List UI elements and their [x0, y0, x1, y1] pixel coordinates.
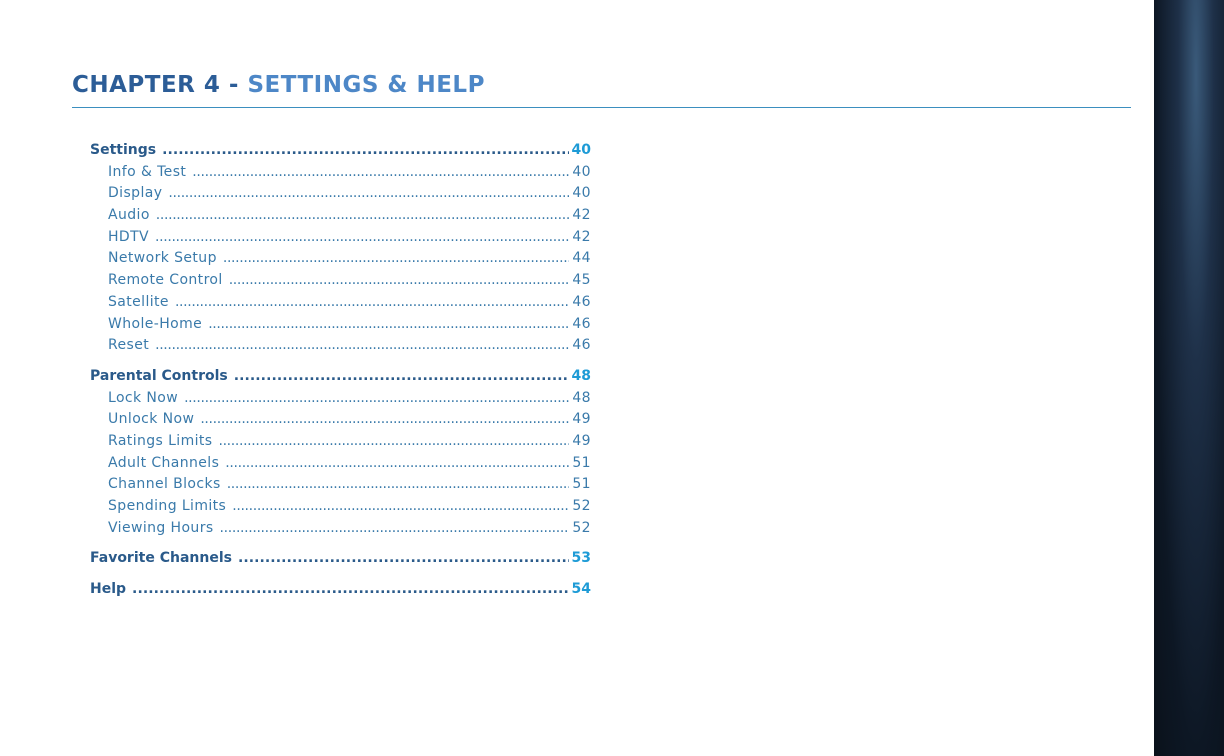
toc-entry-title: Help — [90, 581, 127, 598]
toc-entry-page: 49 — [572, 411, 591, 428]
dot-leader — [156, 207, 570, 223]
toc-entry-title: Favorite Channels — [90, 550, 232, 567]
dot-leader — [155, 229, 569, 245]
toc-entry-title: Reset — [108, 337, 150, 354]
toc-entry-title: Satellite — [108, 293, 169, 310]
toc-entry-page: 40 — [571, 142, 591, 158]
toc-entry-page: 42 — [572, 207, 591, 224]
dot-leader — [168, 185, 569, 201]
toc-entry-title: Parental Controls — [90, 367, 228, 384]
toc-subentry[interactable] — [90, 390, 591, 412]
toc-entry-page: 53 — [571, 550, 591, 567]
dot-leader — [175, 294, 569, 310]
toc-entry-page: 54 — [571, 581, 591, 598]
toc-entry-title: Remote Control — [108, 272, 223, 289]
toc-subentry[interactable] — [90, 316, 591, 338]
toc-entry-help[interactable] — [90, 581, 591, 603]
chapter-number: CHAPTER 4 - — [72, 72, 248, 98]
toc-entry-page: 49 — [572, 432, 591, 449]
decorative-side-panel — [1154, 0, 1224, 756]
toc-entry-favorite-channels[interactable] — [90, 550, 591, 572]
toc-entry-page: 40 — [572, 163, 591, 180]
dot-leader — [227, 476, 570, 492]
toc-entry-title: Ratings Limits — [108, 432, 213, 449]
dot-leader — [223, 250, 570, 266]
toc-entry-parental-controls[interactable] — [90, 368, 591, 390]
toc-subentry[interactable] — [90, 250, 591, 272]
toc-entry-title: Audio — [108, 207, 150, 224]
toc-subentry[interactable] — [90, 164, 591, 186]
toc-subentry[interactable] — [90, 272, 591, 294]
dot-leader — [192, 164, 569, 180]
chapter-title — [72, 70, 485, 100]
chapter-header — [72, 70, 1131, 108]
toc-entry-title: Viewing Hours — [108, 519, 214, 536]
toc-entry-page: 42 — [572, 228, 591, 245]
toc-section-help — [90, 581, 591, 603]
dot-leader — [162, 142, 568, 158]
toc-subentry[interactable] — [90, 520, 591, 542]
toc-subentry[interactable] — [90, 476, 591, 498]
dot-leader — [155, 337, 569, 353]
toc-section-settings — [90, 142, 591, 359]
toc-subentry[interactable] — [90, 185, 591, 207]
dot-leader — [225, 455, 569, 471]
toc-entry-page: 46 — [572, 337, 591, 354]
toc-subentry[interactable] — [90, 455, 591, 477]
dot-leader — [234, 368, 569, 384]
toc-entry-page: 48 — [572, 389, 591, 406]
toc-section-favorite-channels — [90, 550, 591, 572]
toc-entry-title: Display — [108, 185, 163, 202]
toc-entry-page: 48 — [571, 367, 591, 384]
toc-entry-title: Info & Test — [108, 163, 187, 180]
toc-subentry[interactable] — [90, 229, 591, 251]
toc-entry-page: 44 — [572, 250, 591, 267]
toc-subentry[interactable] — [90, 498, 591, 520]
toc-entry-title: Channel Blocks — [108, 476, 221, 493]
toc-entry-page: 51 — [572, 454, 591, 471]
toc-entry-page: 52 — [572, 498, 591, 514]
toc-entry-page: 46 — [572, 315, 591, 332]
toc-subentry[interactable] — [90, 411, 591, 433]
toc-subentry[interactable] — [90, 337, 591, 359]
toc-entry-title: HDTV — [108, 228, 150, 245]
toc-entry-title: Settings — [90, 142, 157, 158]
dot-leader — [238, 550, 569, 566]
toc-entry-title: Spending Limits — [108, 498, 227, 514]
dot-leader — [229, 272, 570, 288]
toc-section-parental-controls — [90, 368, 591, 542]
dot-leader — [232, 498, 569, 514]
toc-entry-page: 46 — [572, 293, 591, 310]
toc-entry-title: Lock Now — [108, 389, 179, 406]
toc-entry-title: Whole-Home — [108, 315, 203, 332]
toc-subentry[interactable] — [90, 294, 591, 316]
dot-leader — [132, 581, 568, 597]
table-of-contents — [90, 142, 591, 612]
toc-entry-title: Unlock Now — [108, 411, 195, 428]
toc-entry-page: 40 — [572, 185, 591, 202]
toc-entry-page: 52 — [572, 519, 591, 536]
toc-entry-settings[interactable] — [90, 142, 591, 164]
toc-entry-title: Adult Channels — [108, 454, 220, 471]
dot-leader — [208, 316, 569, 332]
chapter-name: SETTINGS & HELP — [247, 72, 485, 98]
toc-entry-page: 51 — [572, 476, 591, 493]
dot-leader — [200, 411, 569, 427]
toc-entry-title: Network Setup — [108, 250, 217, 267]
toc-entry-page: 45 — [572, 272, 591, 289]
toc-subentry[interactable] — [90, 433, 591, 455]
dot-leader — [184, 390, 569, 406]
toc-subentry[interactable] — [90, 207, 591, 229]
dot-leader — [220, 520, 570, 536]
dot-leader — [218, 433, 569, 449]
